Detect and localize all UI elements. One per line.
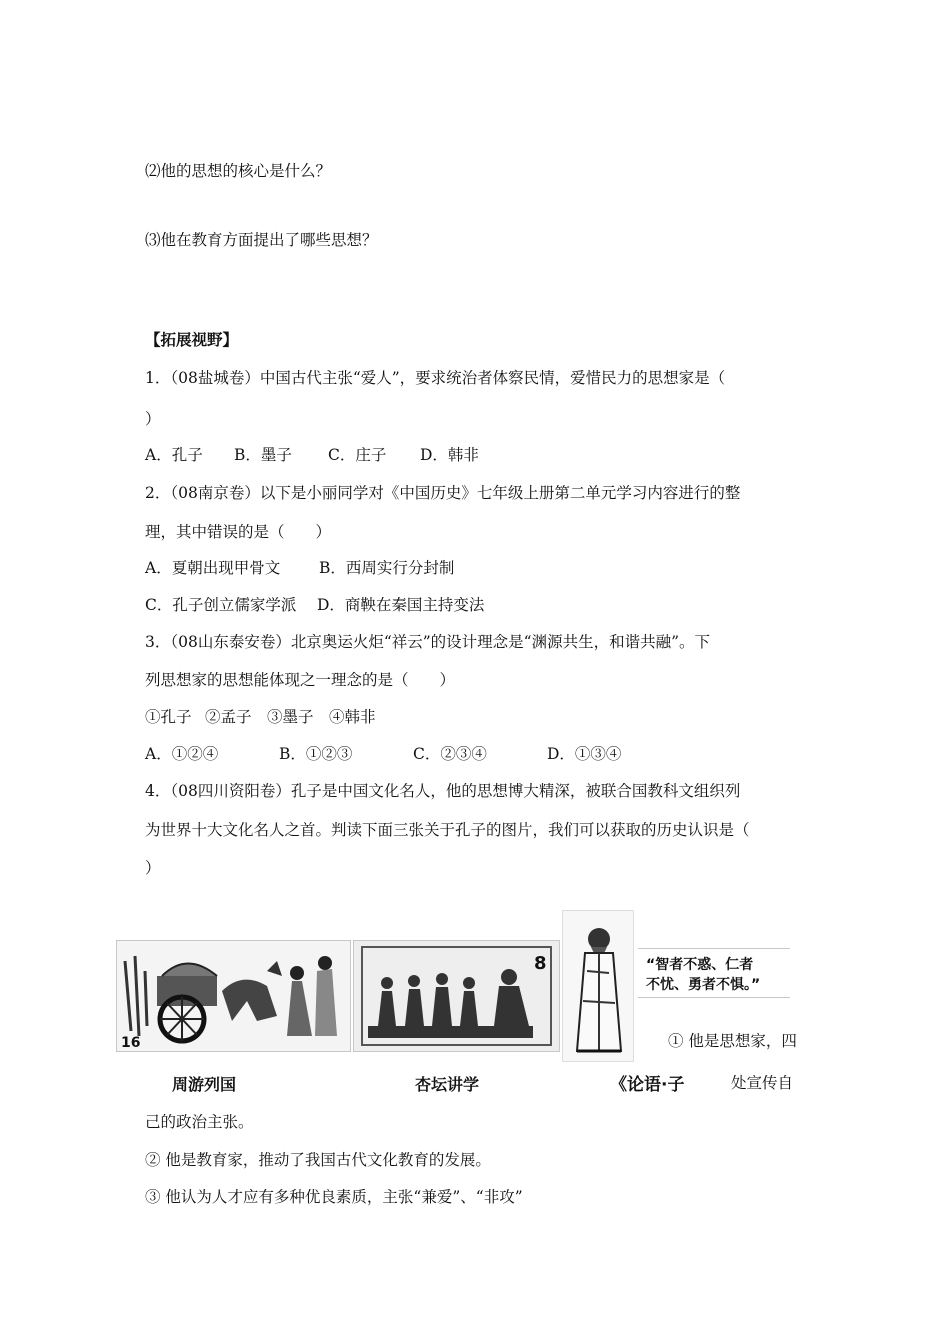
item-3-options	[145, 744, 621, 764]
item-4-stem-cont: 为世界十大文化名人之首。判读下面三张关于孔子的图片，我们可以获取的历史认识是（	[145, 821, 750, 839]
item-3-choices	[145, 707, 376, 727]
quote-line-1: “智者不惑、仁者	[646, 957, 754, 973]
question-3: ⑶他在教育方面提出了哪些思想？	[145, 231, 378, 249]
stamp-value-1: 16	[121, 1035, 141, 1051]
item-3-stem: 3．（08山东泰安卷）北京奥运火炬“祥云”的设计理念是“渊源共生，和谐共融”。下	[145, 633, 711, 651]
item-2-option-c: C．孔子创立儒家学派	[145, 596, 297, 614]
statement-3: ③ 他认为人才应有多种优良素质，主张“兼爱”、“非攻”	[145, 1188, 523, 1206]
item-1-stem-end: ）	[145, 410, 161, 428]
item-3-choice-1: ①孔子	[145, 708, 192, 726]
statement-1-part-1: ① 他是思想家，四	[668, 1032, 797, 1050]
statement-1-part-2: 处宣传自	[731, 1074, 794, 1092]
item-2-option-a: A．夏朝出现甲骨文	[145, 559, 281, 577]
item-2-stem-end: 理，其中错误的是（ ）	[145, 523, 332, 541]
statement-1-part-3: 己的政治主张。	[145, 1113, 254, 1131]
confucius-portrait-image	[562, 910, 634, 1062]
item-1-stem: 1．（08盐城卷）中国古代主张“爱人”，要求统治者体察民情，爱惜民力的思想家是（	[145, 369, 726, 387]
statement-2: ② 他是教育家，推动了我国古代文化教育的发展。	[145, 1151, 491, 1169]
item-1-option-d: D．韩非	[420, 446, 479, 464]
item-1-options	[145, 445, 479, 465]
item-1-option-b: B．墨子	[234, 446, 292, 464]
item-3-option-a: A．①②④	[145, 745, 219, 763]
item-2-options-ab	[145, 558, 454, 578]
item-3-option-d: D．①③④	[547, 745, 622, 763]
stamp-value-2: 8	[534, 953, 547, 974]
caption-travel: 周游列国	[172, 1075, 237, 1094]
item-3-choice-4: ④韩非	[329, 708, 376, 726]
item-3-stem-end: 列思想家的思想能体现之一理念的是（ ）	[145, 671, 456, 689]
question-2: ⑵他的思想的核心是什么？	[145, 162, 332, 180]
item-3-option-c: C．②③④	[413, 745, 487, 763]
item-1-option-c: C．庄子	[328, 446, 387, 464]
item-2-option-d: D．商鞅在秦国主持变法	[317, 596, 485, 614]
quote-line-2: 不忧、勇者不惧。”	[646, 977, 761, 993]
item-1-option-a: A．孔子	[145, 446, 203, 464]
section-title: 【拓展视野】	[145, 331, 239, 349]
item-2-options-cd	[145, 595, 484, 615]
item-4-stem-end: ）	[145, 859, 161, 877]
item-4-stem: 4．（08四川资阳卷）孔子是中国文化名人，他的思想博大精深，被联合国教科文组织列	[145, 782, 741, 800]
item-3-choice-3: ③墨子	[267, 708, 314, 726]
item-3-option-b: B．①②③	[279, 745, 353, 763]
caption-analects: 《论语·子	[610, 1075, 685, 1095]
item-2-stem: 2．（08南京卷）以下是小丽同学对《中国历史》七年级上册第二单元学习内容进行的整	[145, 484, 741, 502]
confucius-travel-image	[116, 940, 351, 1052]
confucius-teaching-image	[353, 940, 560, 1052]
analects-quote-box	[638, 948, 790, 998]
caption-teaching: 杏坛讲学	[415, 1075, 480, 1094]
item-3-choice-2: ②孟子	[205, 708, 252, 726]
item-2-option-b: B．西周实行分封制	[319, 559, 455, 577]
